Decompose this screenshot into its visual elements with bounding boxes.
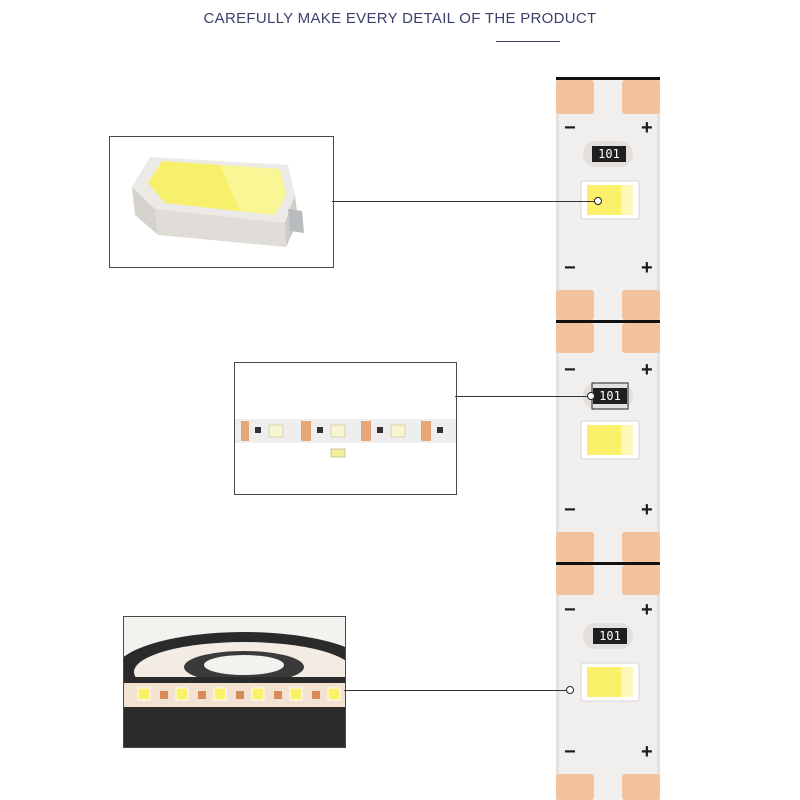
- callout-connector: [344, 690, 569, 691]
- plus-sign: +: [641, 599, 653, 621]
- cut-line: [556, 77, 660, 80]
- strip-segment-panel: [234, 362, 457, 495]
- cut-line: [556, 562, 660, 565]
- minus-sign: −: [564, 599, 576, 621]
- resistor-label: 101: [593, 628, 627, 644]
- smd-led: [581, 663, 639, 701]
- plus-sign: +: [641, 117, 653, 139]
- callout-connector: [455, 396, 592, 397]
- cut-line: [556, 320, 660, 323]
- plus-sign: +: [641, 359, 653, 381]
- minus-sign: −: [564, 499, 576, 521]
- callout-dot: [594, 197, 602, 205]
- resistor-label: 101: [592, 146, 626, 162]
- callout-dot: [587, 392, 595, 400]
- reel-panel: [123, 616, 346, 748]
- minus-sign: −: [564, 117, 576, 139]
- plus-sign: +: [641, 257, 653, 279]
- reel-image: [124, 617, 345, 747]
- minus-sign: −: [564, 741, 576, 763]
- callout-dot: [566, 686, 574, 694]
- smd-led: [581, 421, 639, 459]
- plus-sign: +: [641, 499, 653, 521]
- page-title: CAREFULLY MAKE EVERY DETAIL OF THE PRODUCT: [203, 10, 597, 27]
- plus-sign: +: [641, 741, 653, 763]
- resistor-label: 101: [593, 388, 627, 404]
- minus-sign: −: [564, 257, 576, 279]
- callout-connector: [332, 201, 595, 202]
- smd-led: [581, 181, 639, 219]
- strip-segment-image: [235, 363, 456, 494]
- minus-sign: −: [564, 359, 576, 381]
- led-chip-closeup-panel: [109, 136, 334, 268]
- led-chip-image: [110, 137, 333, 267]
